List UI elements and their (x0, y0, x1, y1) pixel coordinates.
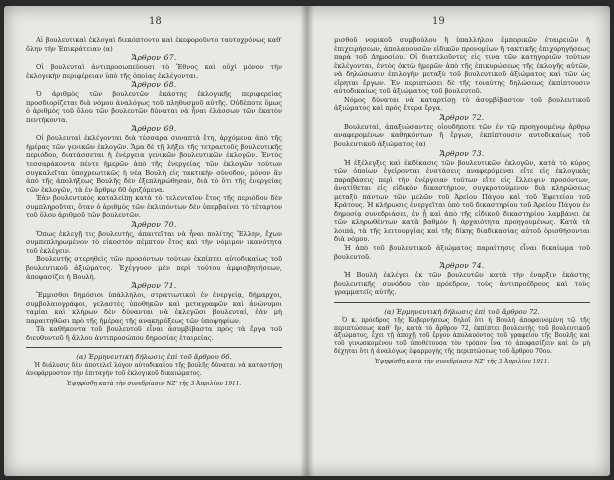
footnote-source: Ἐψηφίσθη κατὰ τὴν συνεδρίασιν ΝΖ' τῆς 3 Ἀπριλίου 1911. (66, 381, 242, 387)
right-page-blocks (334, 36, 590, 297)
left-page (4, 6, 306, 476)
page-number: 18 (149, 16, 162, 27)
paragraph: Ἡ ἀπὸ τοῦ βουλευτικοῦ ἀξιώματος παραίτησις εἶναι δικαίωμα τοῦ βουλευτοῦ. (334, 244, 590, 261)
article-heading: Ἄρθρον 73. (439, 148, 485, 158)
paragraph: Ὅπως ἐκλεγῇ τις βουλευτής, ἀπαιτεῖται νὰ ἦναι πολίτης Ἕλλην, ἔχων συμπεπληρωμένον τὸ εἰκοστὸν πέμπτον ἔτος καὶ τὴν νόμιμον ικανότητα τοῦ ἐκλέγειν. (26, 229, 282, 255)
footnote-text: Ὁ κ. πρόεδρος τῆς Κυβερνήσεως δηλοῖ ὅτι ἡ Βουλὴ ἀποφαινομένη τῷ τῆς περιπτώσεως καθ' ἣν, κατὰ τὸ ἄρθρον 72, ἐκπίπτει βουλευτὴς τοῦ βουλευτικοῦ ἀξιώματος, ἔχει τῇ ἀποχῇ τοῦ ἔργου ἀπολαυόντος τοῦ γραφείου τῆς Βουλῆς καὶ τοῦ γινωσκομένου τοῦ ὑποθέτουσα τὸν τρόπον ἵνα τὸ ἀποφασίζειν καὶ ἐν μὴ δέχηται ὅτι ἡ ἀναλόγως ἐφαρμογὴς τῆς περιπτώσεως τοῦ ἄρθρου 70ου. (334, 316, 590, 355)
paragraph: μισθοῦ νομικοῦ συμβούλου ἢ ὑπαλλήλου ἐμπορικῶν ἑταιρειῶν ἢ ἐπιχειρήσεων, ἀπολαυουσῶν εἰδικῶν προνομίων ἢ τακτικῆς ἐπιχορηγήσεως παρὰ τοῦ Δημοσίου. Οἱ διατελοῦντες εἰς τινα τῶν κατηγοριῶν τούτων ἐκλέγονται, ἐντὸς ὀκτὼ ἡμερῶν ἀπὸ τῆς ἐπικυρώσεως τῆς ἐκλογῆς αὐτῶν, νὰ δηλώσωσιν ἐπιλογὴν μεταξὺ τοῦ βουλευτικοῦ ἀξιώματος καὶ τῶν ὡς εἴρηται ἔργων. Ἐν περιπτώσει δὲ τῆς τοιαύτης δηλώσεως ἐκπίπτουσιν αὐτοδικαίως τοῦ ἀξιώματος τοῦ βουλευτοῦ. (334, 36, 590, 96)
footnote-heading: (α) Ἑρμηνευτικὴ δήλωσις ἐπὶ τοῦ ἄρθρου 72. (384, 307, 540, 316)
paragraph: Βουλευτὴς στερηθεὶς τῶν προσόντων τούτων ἐκπίπτει αὐτοδικαίως τοῦ βουλευτικοῦ ἀξιώματος. Ἐχέγγυον μὲν περὶ τούτου ἀμφισβητήσεων, ἀποφασίζει ἡ Βουλή. (26, 255, 282, 281)
paragraph: Οἱ βουλευταὶ ἐκλέγονται διὰ τέσσαρα συναπτὰ ἔτη, ἀρχόμενα ἀπὸ τῆς ἡμέρας τῶν γενικῶν ἐκλογῶν. Ἅμα δὲ τῇ λήξει τῆς τετραετοῦς βουλευτικῆς περιόδου, διατάσσεται ἡ ἐνέργεια γενικῶν βουλευτικῶν ἐκλογῶν. Ἐντὸς τεσσαράκοντα πέντε ἡμερῶν ἀπὸ τῆς ἐνεργείας τῶν ἐκλογῶν τούτων συγκαλεῖται ὑποχρεωτικῶς ἡ νέα Βουλὴ εἰς τακτικὴν σύνοδον, μόνον ἂν ἀπὸ τῆς ἀπολήξεως Βουλῆς δὲν ἐξεπληρώθησαν, διὰ τὸ ὅτι τῆς ἐνεργείας τῶν ἐκλογῶν, τὰ ἐν ἄρθρῳ 60 ὁριζόμενα. (26, 134, 282, 194)
paragraph: Ἡ ἐξέλεγξις καὶ ἐκδίκασις τῶν βουλευτικῶν ἐκλογῶν, κατὰ τὸ κύρος τῶν ὁποίων ἐγείρονται ἐνστάσεις αναφερόμεναι εἴτε εἰς ἐκλογικὰς παραβάσεις περὶ τὴν ἐνέργειαν τούτων εἴτε εἰς ἔλλειψιν προσόντων, ἀνατίθεται εἰς εἰδικὸν δικαστήριον, συγκροτούμενον διὰ κληρώσεως μεταξὺ πάντων τῶν μελῶν τοῦ Ἀρείου Πάγου καὶ τοῦ Ἐφετείου τοῦ Κράτους. Ἡ κλήρωσις ἐνεργεῖται ὑπὸ τοῦ δικαστηρίου τοῦ Ἀρείου Πάγου ἐν δημοσίᾳ συνεδριάσει, ἐν ᾗ καὶ ἀπὸ τῆς εἰδικοῦ δικαστηρίου λαμβάνει ἐκ τῶν κληρωθέντων κατὰ βαθμὸν ἢ ἀρχαιότητα προηγουμένως. Κατὰ τὰ λοιπά, τὰ τῆς λειτουργίας καὶ τῆς δίκης διαδικασίας αὐτοῦ ὁρισθήσονται διὰ νόμου. (334, 158, 590, 244)
book-spread (4, 6, 610, 476)
article-heading: Ἄρθρον 67. (131, 53, 177, 63)
paragraph: Ἔμμισθοι δημόσιοι ὑπάλληλοι, στρατιωτικοὶ ἐν ἐνεργείᾳ, δήμαρχοι, συμβολαιογράφοι, γελαστὲς ὑποθηκῶν καὶ μεταγραφῶν καὶ ἀνώνυμοι ταμίαι καὶ κλήρων δὲν δύνανται νὰ ἐκλεγῶσι βουλευταί, ἐὰν μὴ παραιτηθῶσι πρὸ τῆς ἡμέρας τῆς ανακηρύξεως τῶν ὑποψηφίων. (26, 291, 282, 325)
footnote-heading: (α) Ἑρμηνευτικὴ δήλωσις ἐπὶ τοῦ ἄρθρου 66. (76, 353, 232, 362)
right-page (308, 6, 610, 476)
page-number: 19 (432, 16, 445, 27)
paragraph: Οἱ βουλευταὶ ἀντιπροσωπεύουσι τὸ Ἔθνος καὶ οὐχὶ μόνον τὴν ἐκλογικὴν περιφέρειαν ὑπὸ τῆς ὁποίας ἐκλέγονται. (26, 63, 282, 80)
right-page-body (334, 36, 590, 366)
paragraph: Αἱ βουλευτικαὶ ἐκλογαὶ διεκόπτοντο καὶ ἐκεφοροῦντο ταυτοχρόνως καθ' ὅλην τὴν Ἐπικράτειαν (α) (26, 36, 282, 53)
paragraph: Ἐὰν βουλευτικὸς καταλείπῃ κατὰ τὸ τελευταῖον ἔτος τῆς περιόδου δὲν συμπληροῦται, ὅταν ὁ ἀριθμὸς τῶν ἐκλιπόντων δὲν ὑπερβαίνει τὸ τέταρτον τοῦ ὅλου ἀριθμοῦ τῶν βουλευτῶν. (26, 194, 282, 220)
article-heading: Ἄρθρον 69. (131, 124, 177, 134)
left-page-body (26, 36, 282, 388)
article-heading: Ἄρθρον 74. (439, 261, 485, 271)
article-heading: Ἄρθρον 70. (131, 219, 177, 229)
article-heading: Ἄρθρον 68. (131, 80, 177, 90)
footnote-rule (334, 302, 590, 303)
footnote-source: Ἐψηφίσθη κατὰ τὴν συνεδρίασιν ΝΖ' τῆς 3 Ἀπριλίου 1911. (374, 358, 550, 365)
left-page-blocks (26, 36, 282, 342)
paragraph: Ὁ ἀριθμὸς τῶν βουλευτῶν ἑκάστης ἐκλογικῆς περιφερείας προσδιορίζεται διὰ νόμου ἀναλόγως τοῦ πληθυσμοῦ αὐτῆς. Οὐδέποτε ὅμως ὁ ἀριθμὸς τοῦ ὅλου τῶν βουλευτῶν δύναται νὰ ἦναι ἐλάσσων τῶν ἑκατὸν πεντήκοντα. (26, 90, 282, 124)
footnote-text: Ἡ διάλυσις δὲν ἀποτελεῖ λόγον αὐτοδικαίου τῆς βουλῆς δύναται νὰ καταστήσῃ ἀνεφάρμοστον τὴν ἐπιταγὴν τοῦ ἐκλογικοῦ δικαιώματος. (26, 362, 282, 378)
paragraph: Βουλευταί, ἀπαξιώσαντες οἱουδήποτε τῶν ἐν τῷ προηγουμένῳ ἄρθρῳ αναφερομένων καθηκόντων ἢ ἔργων, ἐκπίπτουσιν αυτοδικαίως τοῦ βουλευτικοῦ ἀξιώματος (α) (334, 122, 590, 149)
paragraph: Τὰ καθήκοντα τοῦ βουλευτοῦ εἶναι ἀσυμβίβαστα πρὸς τὰ ἔργα τοῦ διευθυντοῦ ἢ ἄλλου ἀντιπροσώπου δημοσίας ἑταιρείας. (26, 325, 282, 342)
article-heading: Ἄρθρον 72. (439, 112, 485, 122)
article-heading: Ἄρθρον 71. (131, 281, 177, 291)
paragraph: Ἡ Βουλὴ ἐκλέγει ἐκ τῶν βουλευτῶν κατὰ τὴν ἐναρξιν ἑκάστης βουλευτικῆς συνόδου τὸν πρόεδρον, τοὺς ἀντιπροέδρους καὶ τοὺς γραμματεῖς αὐτῆς. (334, 271, 590, 297)
footnote-rule (26, 347, 282, 348)
paragraph: Νόμος δύναται νὰ καταρτίσῃ τὸ ἀσυμβίβαστον τοῦ βουλευτικοῦ ἀξιώματος καὶ πρὸς ἕτερα ἔργα. (334, 95, 590, 113)
